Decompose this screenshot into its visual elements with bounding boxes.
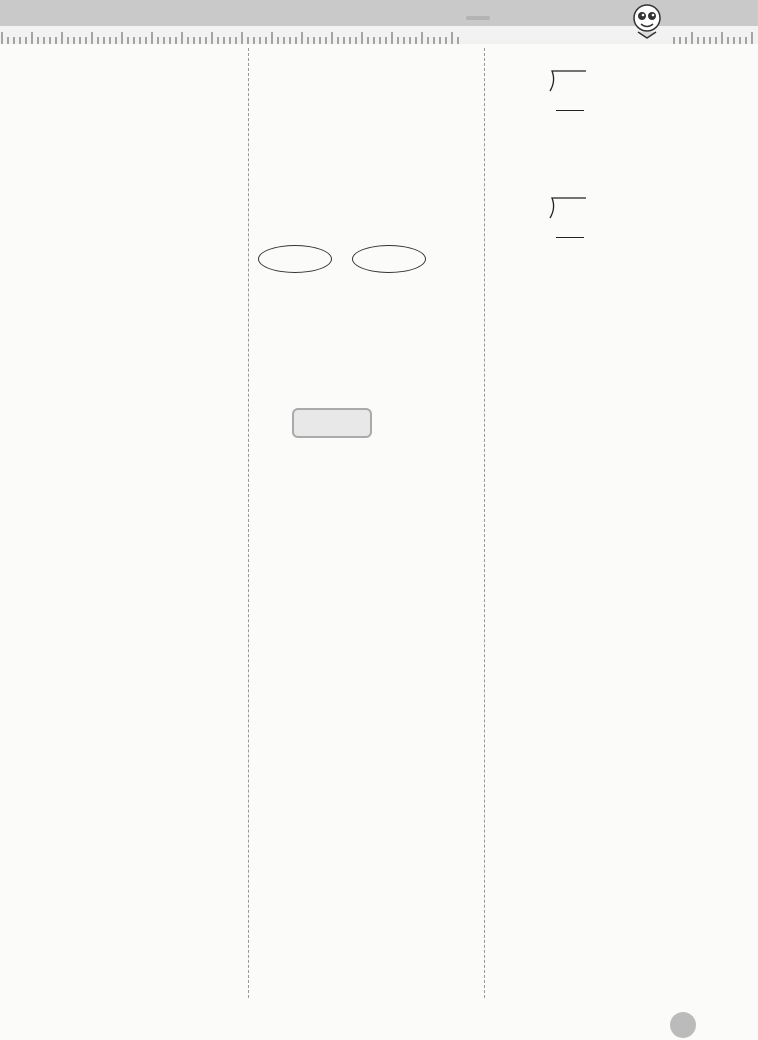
section-badge	[292, 408, 372, 438]
ld2-bracket	[548, 197, 586, 219]
circled-answer-1	[258, 245, 332, 273]
header-title	[466, 16, 490, 20]
mascot-icon	[630, 2, 664, 40]
ld2-line	[556, 237, 584, 238]
column-divider-2	[484, 48, 485, 998]
ld1-line	[556, 110, 584, 111]
page-header	[0, 0, 758, 44]
ld1-bracket	[548, 70, 586, 92]
column-divider-1	[248, 48, 249, 998]
page-number	[670, 1012, 696, 1038]
circled-answer-2	[352, 245, 426, 273]
